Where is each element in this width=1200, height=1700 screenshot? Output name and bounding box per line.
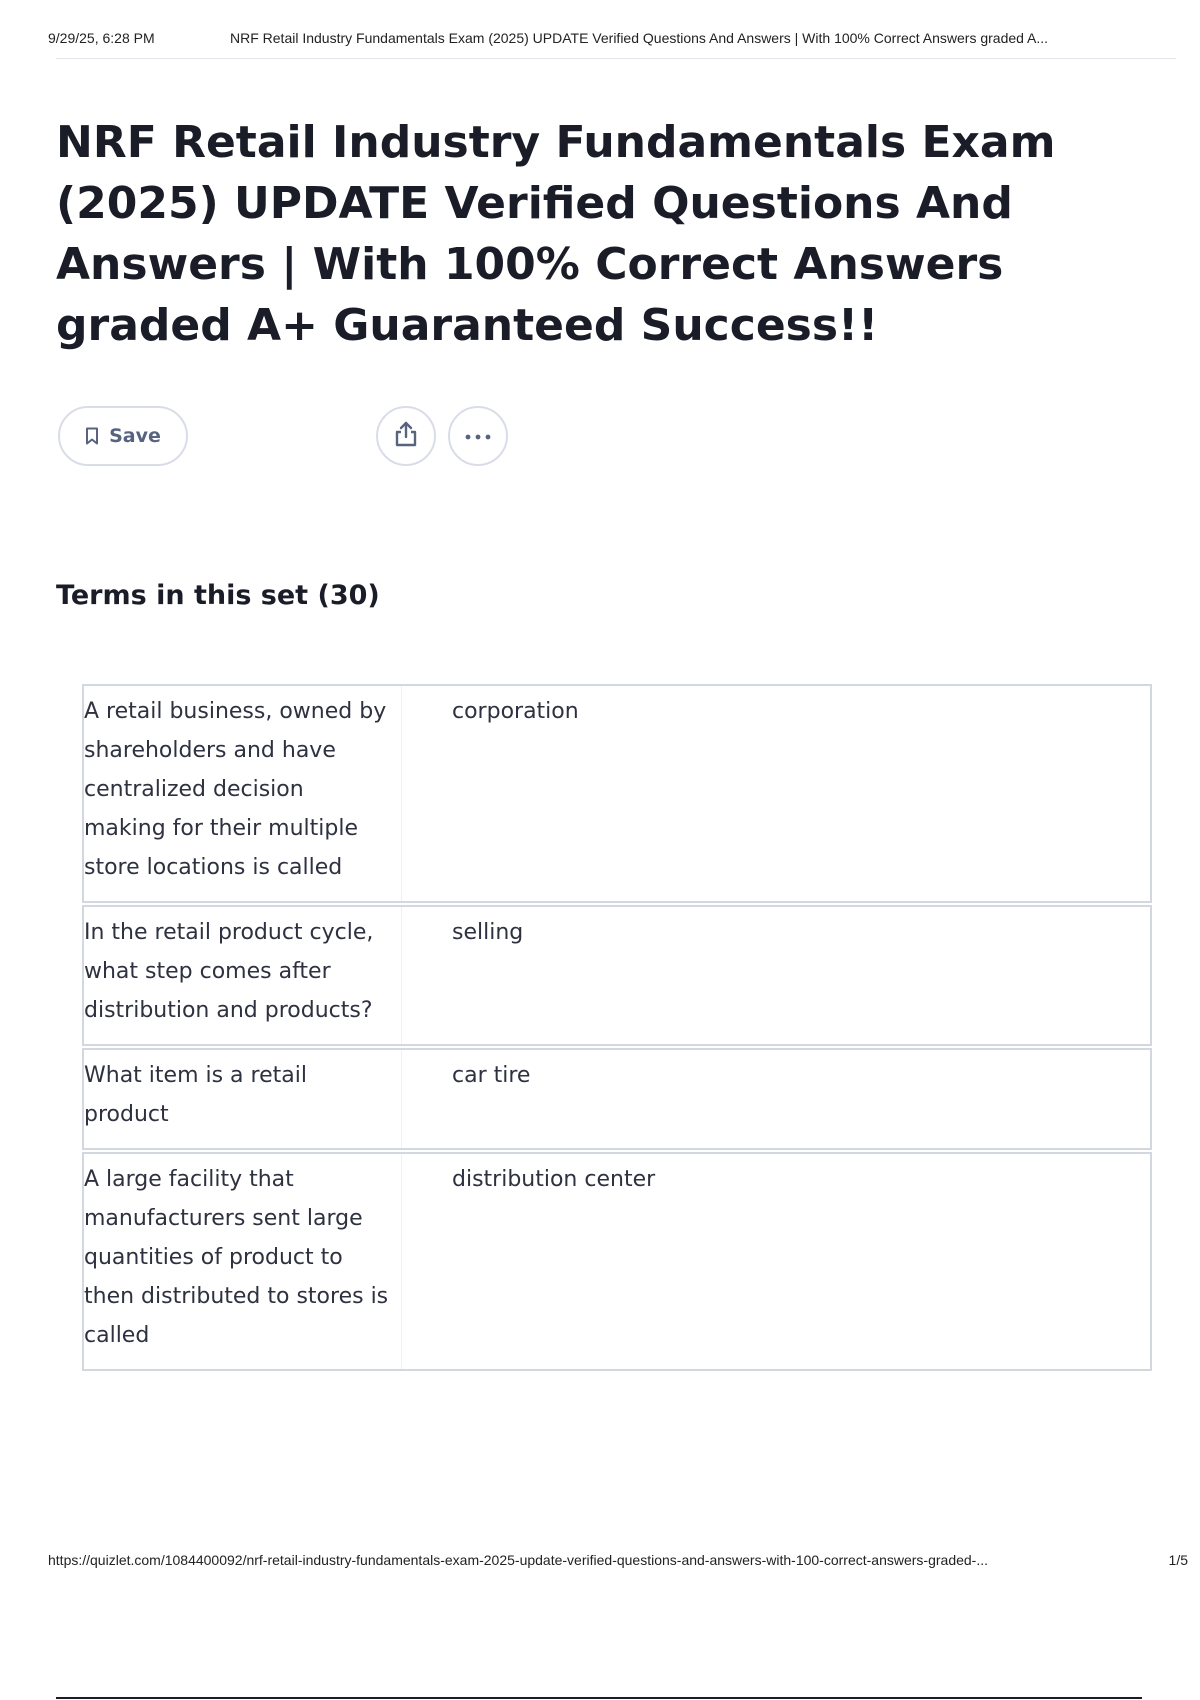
share-button[interactable] xyxy=(376,406,436,466)
term-text: A retail business, owned by shareholders and have centralized decision making for their multiple store locations is called xyxy=(84,686,402,901)
term-text: What item is a retail product xyxy=(84,1050,402,1148)
save-button[interactable] xyxy=(58,406,188,466)
definition-text: selling xyxy=(452,920,524,945)
definition-text: corporation xyxy=(452,699,579,724)
page-url: https://quizlet.com/1084400092/nrf-retail-industry-fundamentals-exam-2025-update-verified-questions-and-answers-with-100-correct-answers-graded-... xyxy=(48,1552,989,1568)
term-row[interactable] xyxy=(82,684,1152,903)
definition-text: distribution center xyxy=(452,1167,656,1192)
term-row[interactable] xyxy=(82,1152,1152,1371)
term-row[interactable] xyxy=(82,1048,1152,1150)
print-date: 9/29/25, 6:28 PM xyxy=(48,30,155,46)
more-options-button[interactable] xyxy=(448,406,508,466)
bookmark-icon xyxy=(85,427,99,445)
term-row[interactable] xyxy=(82,905,1152,1046)
page-number: 1/5 xyxy=(1168,1552,1188,1568)
share-icon xyxy=(393,420,419,453)
save-label: Save xyxy=(109,425,161,447)
terms-table xyxy=(82,684,1152,1373)
more-options-icon xyxy=(465,427,491,445)
definition-text: car tire xyxy=(452,1063,531,1088)
term-text: A large facility that manufacturers sent large quantities of product to then distributed to stores is called xyxy=(84,1154,402,1369)
terms-heading: Terms in this set (30) xyxy=(56,580,380,611)
print-doc-title: NRF Retail Industry Fundamentals Exam (2025) UPDATE Verified Questions And Answers | With 100% Correct Answers graded A... xyxy=(230,30,1049,46)
term-text: In the retail product cycle, what step comes after distribution and products? xyxy=(84,907,402,1044)
page-title: NRF Retail Industry Fundamentals Exam (2025) UPDATE Verified Questions And Answers | With 100% Correct Answers graded A+ Guaranteed Success!! xyxy=(56,117,1056,351)
bottom-divider xyxy=(56,1697,1142,1699)
header-divider xyxy=(56,58,1176,59)
